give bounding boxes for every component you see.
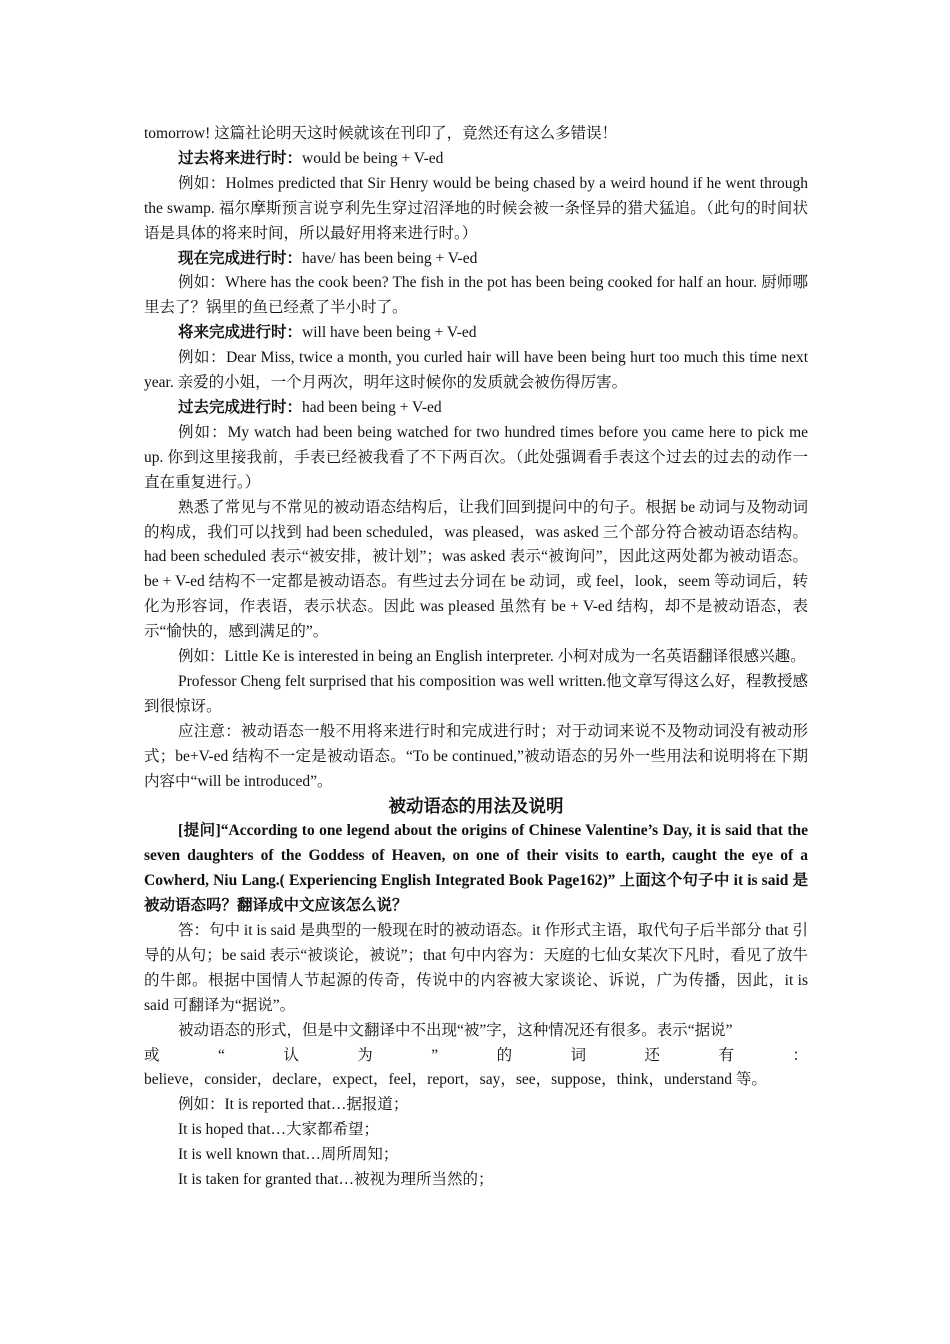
spread-char: ： [792, 1046, 808, 1064]
example-line: 例如：It is reported that…据报道； [178, 1096, 409, 1114]
spread-char: ” [431, 1046, 439, 1064]
example-paragraph: 例如：Where has the cook been? The fish in the pot has been being cooked for half an hour. 厨师哪里去了？锅里的鱼已经煮了半小时了。 [144, 274, 808, 317]
spread-char: 有 [718, 1046, 735, 1064]
tense-structure: had been being + V-ed [302, 398, 442, 416]
question-paragraph: [提问]“According to one legend about the origins of Chinese Valentine’s Day, it is said that the seven daughters of the Goddess of Heaven, on one of their visits to earth, caught the eye of a Cowherd, Niu Lang.( Experiencing English Integrated Book Page162)” 上面这个句子中 it is said 是被动语态吗？翻译成中文应该怎么说？ [144, 822, 808, 915]
paragraph: 被动语态的形式，但是中文翻译中不出现“被”字，这种情况还有很多。表示“据说” [178, 1021, 733, 1039]
tense-structure: will have been being + V-ed [302, 324, 477, 342]
spread-char: 的 [496, 1046, 513, 1064]
tense-label: 将来完成进行时： [178, 324, 303, 342]
example-paragraph: 例如：Holmes predicted that Sir Henry would be being chased by a weird hound if he went through the swamp. 福尔摩斯预言说亨利先生穿过沼泽地的时候会被一条怪异的猎犬猛追。（此句的时间状语是具体的将来时间，所以最好用将来进行时。） [144, 174, 808, 242]
spread-char: “ [217, 1046, 225, 1064]
example-line: It is taken for granted that…被视为理所当然的； [178, 1171, 494, 1189]
tense-label: 现在完成进行时： [178, 249, 303, 267]
spread-char: 为 [357, 1046, 373, 1064]
tense-structure: would be being + V-ed [302, 149, 444, 167]
document-page [144, 122, 808, 1193]
explanation-paragraph: 熟悉了常见与不常见的被动语态结构后，让我们回到提问中的句子。根据 be 动词与及物动词的构成，我们可以找到 had been scheduled，was pleased，was asked 三个部分符合被动语态结构。had been scheduled 表示“被安排，被计划”；was asked 表示“被询问”，因此这两处都为被动语态。be + V-ed 结构不一定都是被动语态。有些过去分词在 be 动词，或 feel，look，seem 等动词后，转化为形容词，作表语，表示状态。因此 was pleased 虽然有 be + V-ed 结构，却不是被动语态，表示“愉快的，感到满足的”。 [144, 498, 808, 641]
paragraph: believe，consider，declare，expect，feel，report，say，see，suppose，think，understand 等。 [144, 1071, 767, 1089]
example-paragraph: 例如：Little Ke is interested in being an English interpreter. 小柯对成为一名英语翻译很感兴趣。 [178, 648, 806, 666]
spread-char: 词 [570, 1046, 587, 1064]
example-line: It is well known that…周所周知； [178, 1146, 399, 1164]
answer-paragraph: 答：句中 it is said 是典型的一般现在时的被动语态。it 作形式主语，取代句子后半部分 that 引导的从句；be said 表示“被谈论，被说”；that 句中内容为：天庭的七仙女某次下凡时，看见了放牛的牛郎。根据中国情人节起源的传奇，传说中的内容被大家谈论、诉说，广为传播，因此，it is said 可翻译为“据说”。 [144, 922, 808, 1014]
spread-char: 或 [144, 1046, 160, 1064]
note-paragraph: 应注意：被动语态一般不用将来进行时和完成进行时；对于动词来说不及物动词没有被动形式；be+V-ed 结构不一定是被动语态。“To be continued,”被动语态的另外一些用法和说明将在下期内容中“will be introduced”。 [144, 722, 808, 790]
spread-char: 还 [644, 1046, 661, 1064]
tense-formula [144, 396, 808, 421]
tense-formula [144, 321, 808, 346]
example-paragraph: 例如：Dear Miss, twice a month, you curled hair will have been being hurt too much this time next year. 亲爱的小姐，一个月两次，明年这时候你的发质就会被伤得厉害。 [144, 349, 808, 392]
tense-formula [144, 247, 808, 272]
tense-label: 过去将来进行时： [178, 149, 303, 167]
section-heading: 被动语态的用法及说明 [388, 796, 564, 817]
paragraph: tomorrow! 这篇社论明天这时候就该在刊印了，竟然还有这么多错误！ [144, 125, 618, 142]
tense-label: 过去完成进行时： [178, 398, 303, 416]
example-paragraph: 例如：My watch had been being watched for two hundred times before you came here to pick me up. 你到这里接我前，手表已经被我看了不下两百次。（此处强调看手表这个过去的过去的动作一直在重复进行。） [144, 423, 808, 491]
spread-line [144, 1044, 808, 1069]
tense-formula [144, 147, 808, 172]
example-line: It is hoped that…大家都希望； [178, 1121, 380, 1139]
example-paragraph: Professor Cheng felt surprised that his composition was well written.他文章写得这么好，程教授感到很惊讶。 [144, 672, 808, 715]
spread-char: 认 [283, 1046, 299, 1064]
tense-structure: have/ has been being + V-ed [302, 249, 478, 267]
